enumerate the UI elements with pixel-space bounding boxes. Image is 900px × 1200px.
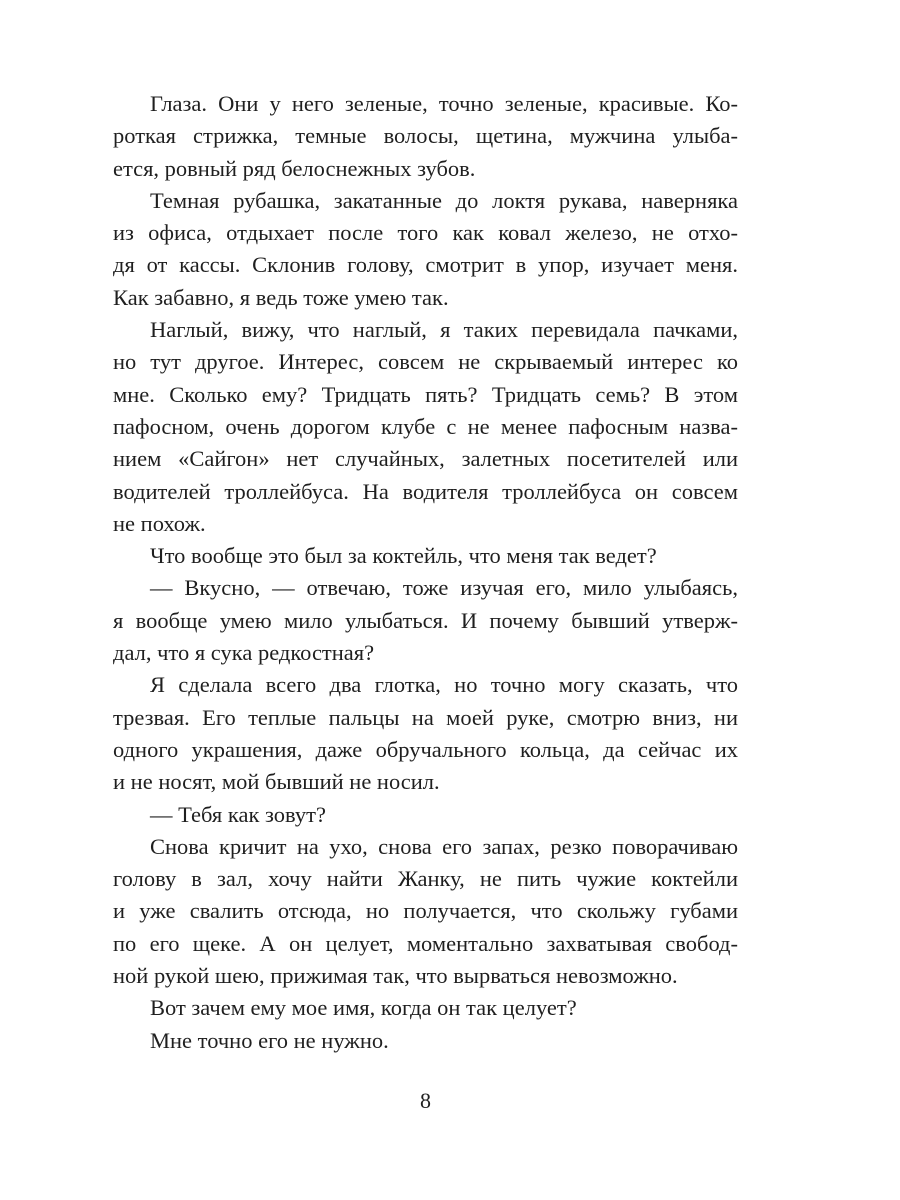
paragraph <box>113 314 738 540</box>
text-line: Темная рубашка, закатанные до локтя рукава, наверняка <box>150 187 738 213</box>
text-line: не похож. <box>113 510 206 536</box>
paragraph <box>113 669 738 798</box>
text-line: дя от кассы. Склонив голову, смотрит в упор, изучает меня. <box>113 252 738 278</box>
text-line: Наглый, вижу, что наглый, я таких перевидала пачками, <box>150 317 738 343</box>
text-line: Вот зачем ему мое имя, когда он так целует? <box>150 995 577 1021</box>
text-line: и не носят, мой бывший не носил. <box>113 769 440 795</box>
page-number: 8 <box>420 1088 431 1113</box>
text-line: — Вкусно, — отвечаю, тоже изучая его, мило улыбаясь, <box>150 575 738 601</box>
text-line: Как забавно, я ведь тоже умею так. <box>113 284 449 310</box>
text-line: нием «Сайгон» нет случайных, залетных посетителей или <box>113 446 738 472</box>
paragraph <box>113 799 738 831</box>
text-line: дал, что я сука редкостная? <box>113 640 375 666</box>
text-line: я вообще умею мило улыбаться. И почему бывший утверж- <box>113 607 738 633</box>
paragraph <box>113 88 738 185</box>
text-line: голову в зал, хочу найти Жанку, не пить чужие коктейли <box>113 866 738 892</box>
paragraph <box>113 992 738 1024</box>
text-line: и уже свалить отсюда, но получается, что скольжу губами <box>113 898 738 924</box>
text-line: водителей троллейбуса. На водителя троллейбуса он совсем <box>113 478 738 504</box>
text-line: ется, ровный ряд белоснежных зубов. <box>113 155 476 181</box>
text-line: роткая стрижка, темные волосы, щетина, мужчина улыба- <box>113 123 738 149</box>
text-line: Глаза. Они у него зеленые, точно зеленые, красивые. Ко- <box>150 91 738 116</box>
paragraph <box>113 572 738 669</box>
paragraph <box>113 1025 738 1057</box>
text-line: — Тебя как зовут? <box>150 801 326 827</box>
text-line: Снова кричит на ухо, снова его запах, резко поворачиваю <box>150 833 738 859</box>
text-line: Что вообще это был за коктейль, что меня так ведет? <box>150 543 657 569</box>
paragraph <box>113 831 738 992</box>
text-line: мне. Сколько ему? Тридцать пять? Тридцать семь? В этом <box>113 381 738 407</box>
text-line: трезвая. Его теплые пальцы на моей руке, смотрю вниз, ни <box>113 704 738 730</box>
text-line: пафосном, очень дорогом клубе с не менее пафосным назва- <box>113 413 738 439</box>
text-line: по его щеке. А он целует, моментально захватывая свобод- <box>113 930 738 956</box>
text-line: одного украшения, даже обручального кольца, да сейчас их <box>113 736 738 762</box>
text-line: Мне точно его не нужно. <box>150 1027 389 1053</box>
text-line: из офиса, отдыхает после того как ковал железо, не отхо- <box>113 220 738 246</box>
text-line: Я сделала всего два глотка, но точно могу сказать, что <box>150 672 738 698</box>
paragraph <box>113 540 738 572</box>
text-line: ной рукой шею, прижимая так, что вырваться невозможно. <box>113 963 678 989</box>
text-line: но тут другое. Интерес, совсем не скрываемый интерес ко <box>113 349 738 375</box>
text-block <box>113 88 738 1057</box>
paragraph <box>113 185 738 314</box>
